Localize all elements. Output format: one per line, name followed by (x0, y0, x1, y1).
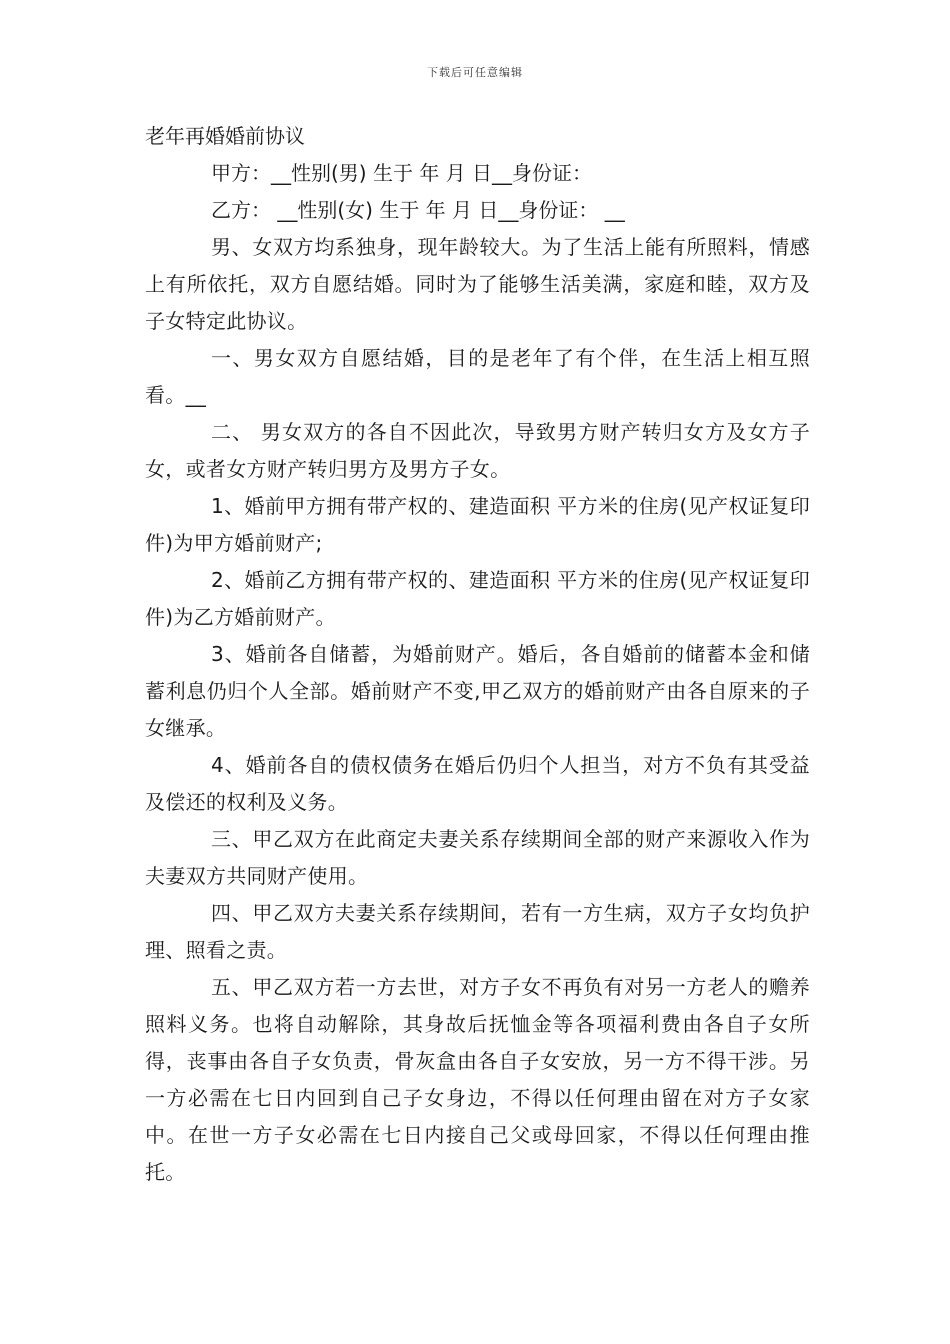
paragraph-clause-2-item-4: 4、婚前各自的债权债务在婚后仍归个人担当，对方不负有其受益及偿还的权利及义务。 (145, 753, 810, 814)
paragraph-clause-2: 二、 男女双方的各自不因此次，导致男方财产转归女方及女方子女，或者女方财产转归男方及男方子女。 (145, 420, 810, 481)
party-b-line: 乙方： __性别(女) 生于 年 月 日__身份证： __ (211, 198, 625, 222)
paragraph-clause-2-item-3: 3、婚前各自储蓄，为婚前财产。婚后，各自婚前的储蓄本金和储蓄利息仍归个人全部。婚前财产不变,甲乙双方的婚前财产由各自原来的子女继承。 (145, 642, 810, 740)
paragraph-clause-2-item-2: 2、婚前乙方拥有带产权的、建造面积 平方米的住房(见产权证复印件)为乙方婚前财产。 (145, 568, 810, 629)
header-note: 下载后可任意编辑 (427, 66, 523, 79)
paragraph-clause-1: 一、男女双方自愿结婚，目的是老年了有个伴，在生活上相互照看。__ (145, 346, 810, 407)
document-title: 老年再婚婚前协议 (145, 124, 305, 148)
document-body (145, 118, 810, 1191)
paragraph-clause-4: 四、甲乙双方夫妻关系存续期间，若有一方生病，双方子女均负护理、照看之责。 (145, 901, 810, 962)
paragraph-clause-5: 五、甲乙双方若一方去世，对方子女不再负有对另一方老人的赡养照料义务。也将自动解除，其身故后抚恤金等各项福利费由各自子女所得，丧事由各自子女负责，骨灰盒由各自子女安放，另一方不得干涉。另一方必需在七日内回到自己子女身边，不得以任何理由留在对方子女家中。在世一方子女必需在七日内接自己父或母回家，不得以任何理由推托。 (145, 975, 810, 1184)
paragraph-clause-3: 三、甲乙双方在此商定夫妻关系存续期间全部的财产来源收入作为夫妻双方共同财产使用。 (145, 827, 810, 888)
paragraph-clause-2-item-1: 1、婚前甲方拥有带产权的、建造面积 平方米的住房(见产权证复印件)为甲方婚前财产; (145, 494, 810, 555)
paragraph-preamble: 男、女双方均系独身，现年龄较大。为了生活上能有所照料，情感上有所依托，双方自愿结婚。同时为了能够生活美满，家庭和睦，双方及子女特定此协议。 (145, 235, 810, 333)
party-a-line: 甲方：__性别(男) 生于 年 月 日__身份证： (211, 161, 593, 185)
